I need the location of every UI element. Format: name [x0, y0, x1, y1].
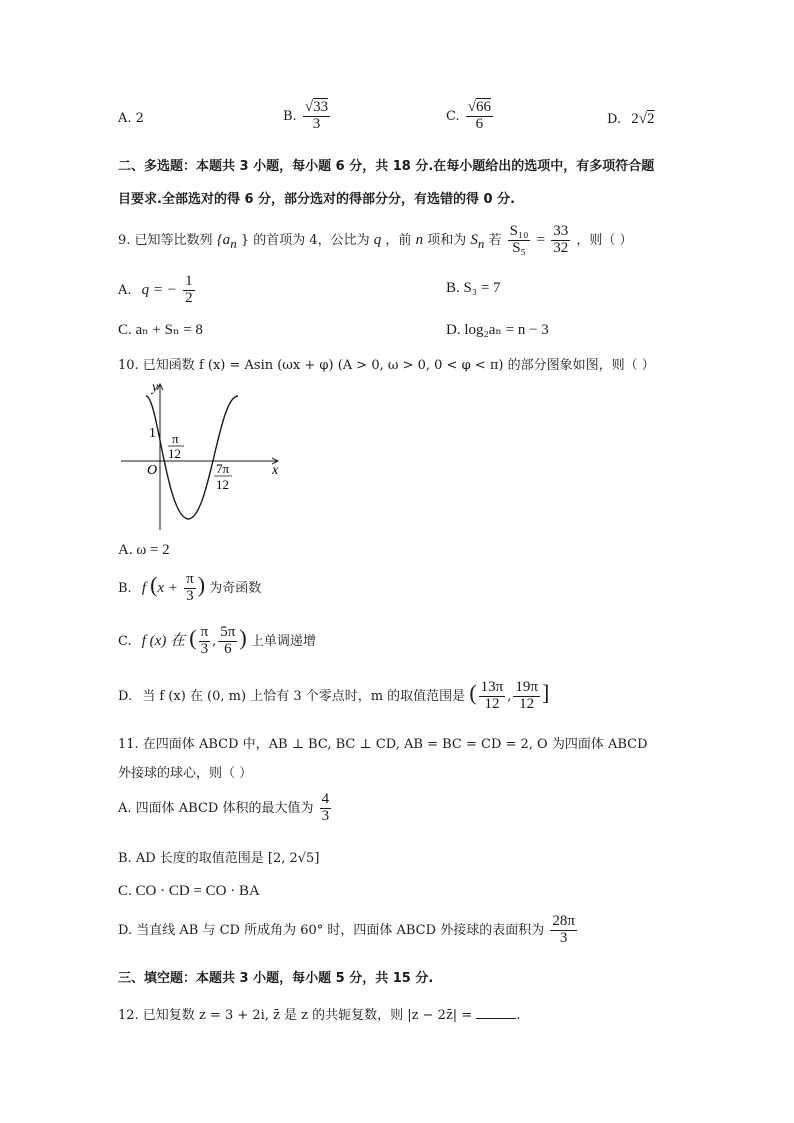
paren: ( — [189, 625, 197, 650]
radicand: 66 — [476, 99, 491, 115]
text: 上单调递增 — [250, 634, 316, 649]
denominator: 6 — [224, 641, 232, 657]
section-2-heading: 二、多选题：本题共 3 小题，每小题 6 分，共 18 分.在每小题给出的选项中，有多项符合题 — [118, 159, 655, 174]
numerator: 5π — [220, 624, 236, 641]
x-tick-1-den: 12 — [168, 446, 181, 461]
y-axis-label: y — [152, 380, 159, 395]
fraction — [199, 625, 211, 658]
option-label: D. — [607, 112, 622, 127]
denominator: 3 — [312, 115, 321, 132]
text: 为奇函数 — [209, 581, 262, 596]
option-label: B. — [118, 581, 132, 596]
fraction — [218, 625, 237, 658]
question-11-stem-cont: 外接球的球心，则（ ） — [118, 766, 253, 781]
origin-label: O — [147, 463, 158, 478]
text: {a — [216, 231, 231, 248]
fraction — [320, 792, 332, 825]
function-graph — [118, 376, 284, 534]
fraction — [513, 680, 540, 713]
question-12-stem — [118, 1004, 521, 1023]
numerator: 4 — [321, 791, 330, 807]
text: A. 四面体 ABCD 体积的最大值为 — [118, 800, 314, 816]
numerator: 13π — [480, 679, 504, 696]
denominator: 6 — [475, 115, 484, 132]
coefficient: 2 — [631, 111, 639, 127]
text: D. 当直线 AB 与 CD 所成角为 60° 时，四面体 ABCD 外接球的表面积为 — [118, 922, 545, 938]
paren: ( — [150, 572, 158, 597]
math-expr: q = − — [141, 281, 177, 298]
text: S — [470, 231, 478, 248]
question-10-stem: 10. 已知函数 f (x) = Asin (ωx + φ) (A > 0, ω > 0, 0 < φ < π) 的部分图象如图，则（ ） — [118, 358, 655, 373]
math-expr — [216, 231, 237, 251]
radicand: 2 — [646, 111, 655, 127]
denominator: 3 — [559, 929, 568, 946]
option-10c: C. f (x) 在 ( $\frac{\pi}{3}$ , $\frac{5\pi}{6}$ ) 上单调递增 — [118, 624, 316, 657]
text: ，则（ ） — [576, 232, 633, 248]
denominator: 12 — [519, 696, 535, 712]
section-2-heading-cont: 目要求.全部选对的得 6 分，部分选对的得部分分，有选错的得 0 分. — [118, 192, 516, 207]
option-10d: D. 当 f (x) 在 (0, m) 上恰有 3 个零点时，m 的取值范围是 ( $\frac{13\pi}{12}$ , $\frac{19\pi}{12}$ ] — [118, 679, 550, 712]
math-expr — [470, 231, 485, 251]
text: 若 — [488, 232, 502, 248]
denominator: 3 — [321, 807, 330, 824]
fraction — [550, 914, 577, 947]
fraction — [183, 274, 195, 307]
bracket: ] — [541, 680, 550, 705]
math-expr: f (x) 在 — [141, 633, 186, 649]
text: 12. 已知复数 z = 3 + 2i, z̄ 是 z 的共轭复数，则 |z − 2z̄| = — [118, 1008, 473, 1023]
x-tick-2-den: 12 — [216, 477, 229, 492]
denominator: 2 — [185, 289, 193, 306]
option-label: B. — [283, 108, 297, 124]
option-9d: D. log₂aₙ = n − 3 — [446, 322, 549, 338]
text: } 的首项为 4，公比为 — [240, 232, 370, 248]
x-tick-1-num: π — [172, 431, 179, 446]
subscript: n — [477, 235, 485, 251]
option-11d — [118, 914, 579, 947]
fraction — [184, 572, 196, 605]
math-var: f — [141, 580, 146, 596]
fraction — [551, 224, 570, 257]
math-var: q — [373, 231, 382, 248]
option-label: D. — [118, 689, 133, 704]
text: . — [516, 1008, 521, 1023]
denominator: 3 — [186, 588, 194, 604]
denominator: S₅ — [512, 239, 526, 256]
answer-blank[interactable] — [476, 1006, 516, 1019]
numerator: 1 — [185, 273, 193, 289]
option-11b: B. AD 长度的取值范围是 [2, 2√5] — [118, 851, 320, 866]
denominator: 3 — [200, 641, 209, 657]
fraction: $\frac{√33}{3}$ — [304, 99, 329, 132]
option-11c: C. CO · CD = CO · BA — [118, 883, 260, 899]
question-9-stem — [118, 224, 633, 257]
option-8c — [446, 100, 495, 133]
option-label: C. — [446, 108, 460, 124]
x-axis-label: x — [272, 463, 279, 478]
question-11-stem: 11. 在四面体 ABCD 中，AB ⊥ BC, BC ⊥ CD, AB = BC = CD = 2, O 为四面体 ABCD — [118, 737, 648, 752]
paren: ) — [239, 625, 247, 650]
text: ，前 — [385, 232, 412, 248]
fraction — [508, 224, 531, 257]
option-9c: C. aₙ + Sₙ = 8 — [118, 322, 203, 338]
fraction: $\frac{√66}{6}$ — [467, 99, 491, 132]
math-expr: 2√2 — [631, 111, 655, 127]
option-9a — [118, 274, 197, 307]
math-var: n — [415, 231, 424, 248]
numerator: S₁₀ — [509, 223, 529, 239]
option-10a: A. ω = 2 — [118, 542, 170, 558]
text: 当 f (x) 在 (0, m) 上恰有 3 个零点时，m 的取值范围是 — [142, 689, 466, 704]
subscript: n — [230, 235, 237, 251]
paren: ) — [197, 572, 206, 597]
numerator: 19π — [515, 679, 538, 696]
paren: ( — [469, 680, 477, 705]
option-11a — [118, 792, 333, 825]
fraction — [479, 680, 506, 713]
section-3-heading: 三、填空题：本题共 3 小题，每小题 5 分，共 15 分. — [118, 971, 434, 986]
option-8a: A. 2 — [118, 111, 144, 126]
text: 项和为 — [427, 232, 467, 248]
numerator: 28π — [552, 913, 575, 929]
math-op: = — [536, 231, 546, 248]
denominator: 32 — [553, 239, 569, 256]
option-9b: B. S₃ = 7 — [446, 280, 501, 296]
x-tick-2-num: 7π — [216, 461, 230, 476]
numerator: π — [200, 624, 209, 641]
option-label: C. — [118, 634, 132, 649]
option-8d — [607, 111, 654, 128]
radicand: 33 — [313, 99, 329, 115]
math-expr: x + — [157, 580, 178, 596]
option-8b — [283, 100, 332, 133]
option-label: A. — [118, 282, 132, 298]
denominator: 12 — [484, 696, 500, 712]
text: 9. 已知等比数列 — [118, 232, 213, 248]
numerator: 33 — [553, 223, 569, 239]
numerator: π — [186, 571, 194, 588]
option-10b — [118, 572, 261, 605]
y-tick-label: 1 — [149, 426, 156, 441]
